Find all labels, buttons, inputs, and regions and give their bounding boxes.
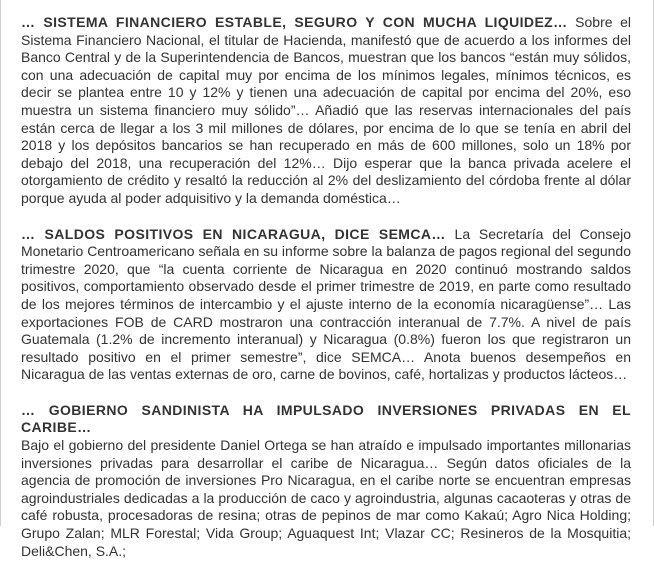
- paragraph-heading: … SISTEMA FINANCIERO ESTABLE, SEGURO Y CON MUCHA LIQUIDEZ…: [21, 14, 568, 30]
- paragraph-heading: … GOBIERNO SANDINISTA HA IMPULSADO INVERSIONES PRIVADAS EN EL CARIBE…: [21, 401, 631, 436]
- news-paragraph: [21, 14, 631, 208]
- paragraph-text: Sobre el Sistema Financiero Nacional, el titular de Hacienda, manifestó que de acuerdo a los informes del Banco Central y de la Superintendencia de Bancos, muestran que los bancos “están muy sólidos, con una adecuación de capital muy por encima de los mínimos legales, mínimos técnicos, es decir se plantea entre 10 y 12% y tienen una adecuación de capital por encima del 20%, eso muestra un sistema financiero muy sólido”… Añadió que las reservas internacionales del país están cerca de llegar a los 3 mil millones de dólares, por encima de lo que se tenía en abril del 2018 y los depósitos bancarios se han recuperado en más de 600 millones, solo un 18% por debajo del 2018, una recuperación del 12%… Dijo esperar que la banca privada acelere el otorgamiento de crédito y resaltó la reducción al 2% del deslizamiento del córdoba frente al dólar porque ayuda al poder adquisitivo y la demanda doméstica…: [21, 14, 632, 206]
- paragraph-text: La Secretaría del Consejo Monetario Centroamericano señala en su informe sobre la balanza de pagos regional del segundo trimestre 2020, que “la cuenta corriente de Nicaragua en 2020 continuó mostrando saldos positivos, comportamiento observado desde el primer trimestre de 2019, en parte como resultado de los mejores términos de intercambio y el ajuste interno de la economía nicaragüense”… Las exportaciones FOB de CARD mostraron una contracción interanual de 7.7%. A nivel de país Guatemala (1.2% de incremento interanual) y Nicaragua (0.8%) fueron los que registraron un resultado positivo en el primer semestre”, dice SEMCA… Anota buenos desempeños en Nicaragua de las ventas externas de oro, carne de bovinos, café, hortalizas y productos lácteos…: [21, 225, 631, 383]
- paragraph-heading: … SALDOS POSITIVOS EN NICARAGUA, DICE SEMCA…: [21, 225, 446, 242]
- paragraph-text: Bajo el gobierno del presidente Daniel Ortega se han atraído e impulsado importantes millonarias inversiones privadas para desarrollar el caribe de Nicaragua… Según datos oficiales de la agencia de promoción de inversiones Pro Nicaragua, en el caribe norte se encuentran empresas agroindustriales dedicadas a la producción de caco y agroindustria, algunas cacaoteras y otras de café robusta, procesadoras de resina; otras de pepinos de mar como Kakaú; Agro Nica Holding; Grupo Zalan; MLR Forestal; Vida Group; Aguaquest Int; Vlazar CC; Resineros de la Mosquitia; Deli&Chen, S.A.;: [21, 437, 631, 559]
- news-paragraph: [21, 226, 631, 384]
- news-paragraph: [21, 402, 631, 560]
- article-body: [21, 14, 631, 578]
